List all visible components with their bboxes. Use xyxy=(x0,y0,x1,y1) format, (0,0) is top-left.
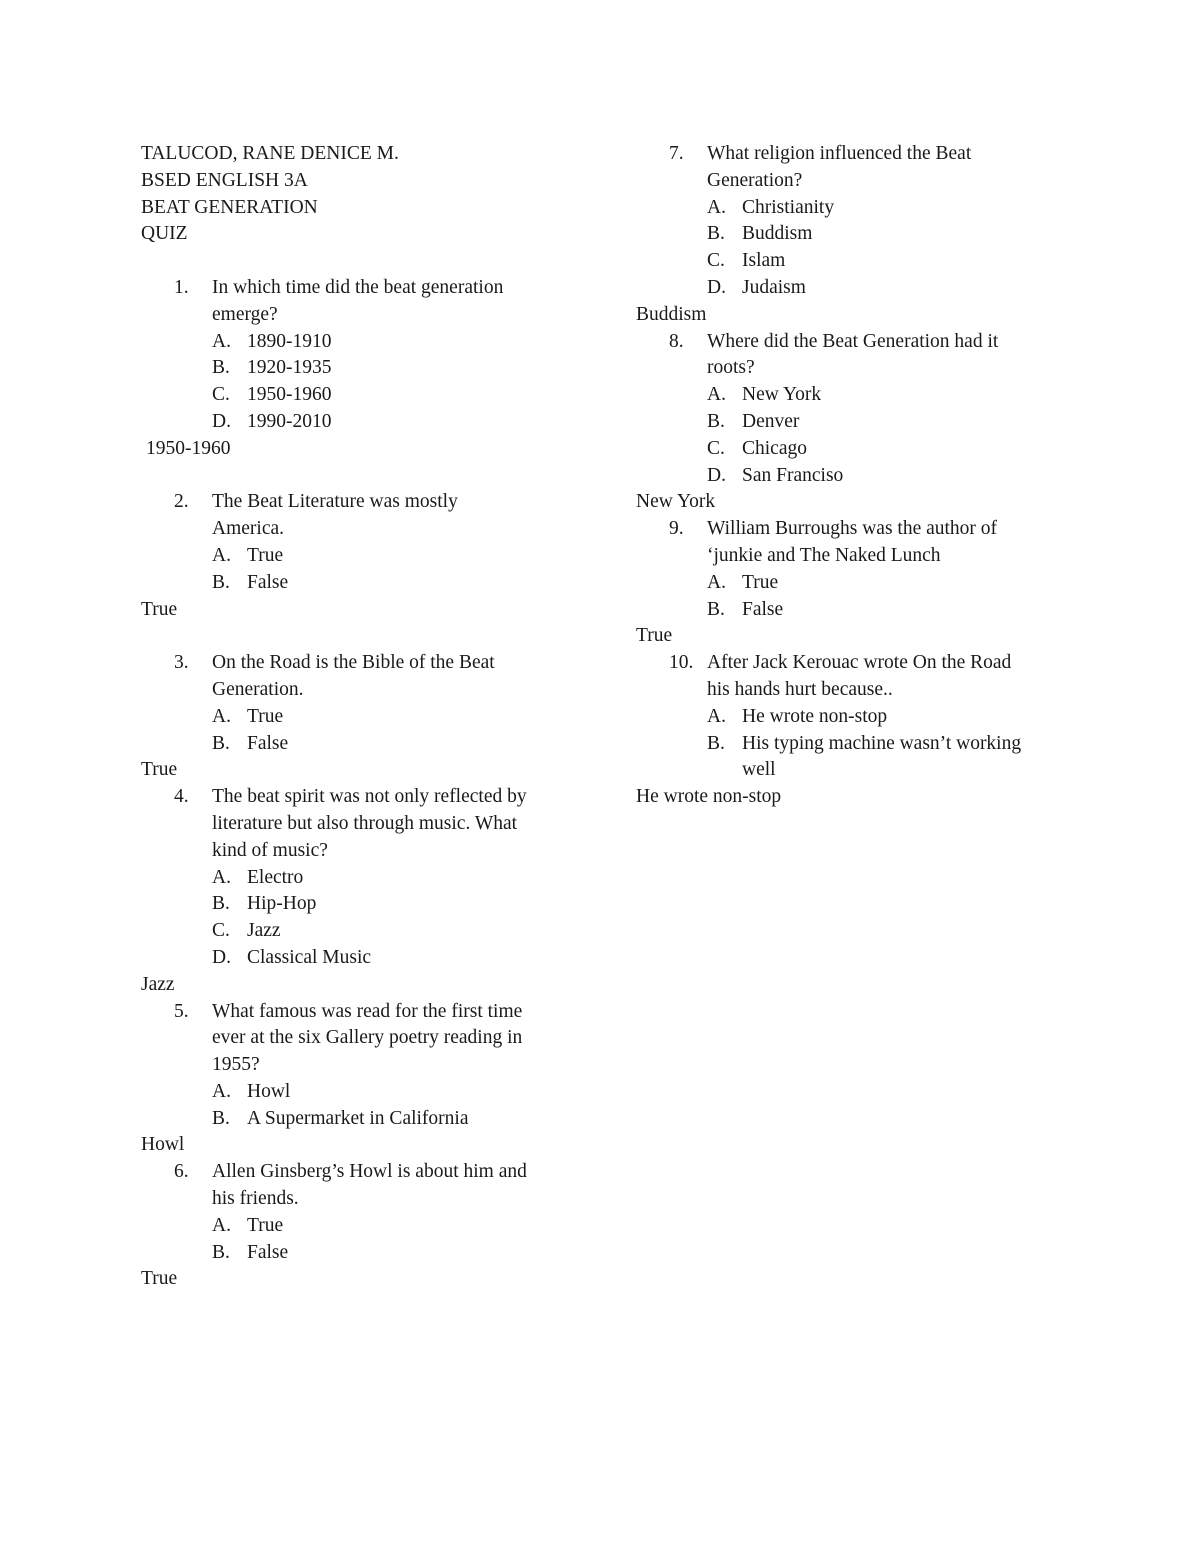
option xyxy=(636,221,1076,248)
question-6 xyxy=(141,1159,581,1213)
option-text: Buddism xyxy=(742,223,813,245)
option-letter: B. xyxy=(212,1241,230,1263)
option-letter: B. xyxy=(212,1107,230,1129)
question-text-line: Generation? xyxy=(707,169,803,191)
option-letter: B. xyxy=(707,223,725,245)
quiz-label: QUIZ xyxy=(141,223,188,245)
answer: Buddism xyxy=(636,303,707,325)
quiz-topic: BEAT GENERATION xyxy=(141,196,318,218)
student-name: TALUCOD, RANE DENICE M. xyxy=(141,143,399,164)
option-text: 1950-1960 xyxy=(247,384,332,406)
option xyxy=(141,570,581,597)
option xyxy=(636,436,1076,463)
spacer xyxy=(141,248,581,275)
question-number: 9. xyxy=(669,518,684,540)
option-letter: D. xyxy=(212,410,231,432)
question-5 xyxy=(141,999,581,1079)
option-letter: A. xyxy=(707,705,726,727)
option xyxy=(141,918,581,945)
option xyxy=(141,945,581,972)
option xyxy=(636,409,1076,436)
answer: He wrote non-stop xyxy=(636,786,782,808)
question-text-line: William Burroughs was the author of xyxy=(707,518,998,540)
option-text: 1990-2010 xyxy=(247,410,332,432)
option xyxy=(141,704,581,731)
option-text: 1920-1935 xyxy=(247,357,332,379)
answer: Howl xyxy=(141,1134,185,1156)
option-text: San Franciso xyxy=(742,464,844,486)
option-text: He wrote non-stop xyxy=(742,705,888,727)
option xyxy=(141,891,581,918)
option xyxy=(141,382,581,409)
option xyxy=(636,382,1076,409)
option-text: His typing machine wasn’t working xyxy=(742,732,1022,754)
option-text: False xyxy=(247,1241,289,1263)
question-text-line: The Beat Literature was mostly xyxy=(212,491,458,513)
option xyxy=(141,865,581,892)
answer: 1950-1960 xyxy=(146,437,231,459)
answer: True xyxy=(141,598,178,620)
question-text-line: roots? xyxy=(707,357,755,379)
option xyxy=(141,1240,581,1267)
option-letter: B. xyxy=(212,357,230,379)
option-text: Electro xyxy=(247,866,304,888)
option-letter: A. xyxy=(212,330,231,352)
option-letter: B. xyxy=(707,410,725,432)
option-text: True xyxy=(247,544,284,566)
spacer xyxy=(141,623,581,650)
option-letter: A. xyxy=(212,1080,231,1102)
option xyxy=(636,195,1076,222)
option xyxy=(141,1079,581,1106)
option-letter: C. xyxy=(707,250,725,272)
option-text: Chicago xyxy=(742,437,807,459)
question-number: 6. xyxy=(174,1161,189,1183)
left-column xyxy=(141,141,581,1293)
question-number: 1. xyxy=(174,276,189,298)
option-text: 1890-1910 xyxy=(247,330,332,352)
option-text: New York xyxy=(742,384,822,406)
option-letter: B. xyxy=(212,571,230,593)
question-1 xyxy=(141,275,581,329)
question-text-line: In which time did the beat generation xyxy=(212,276,504,298)
right-column xyxy=(636,141,1076,811)
option-text: Denver xyxy=(742,410,800,432)
option xyxy=(636,731,1076,785)
option-letter: B. xyxy=(707,732,725,754)
option xyxy=(141,543,581,570)
option-text: True xyxy=(742,571,779,593)
option xyxy=(141,355,581,382)
option-letter: A. xyxy=(707,571,726,593)
question-3 xyxy=(141,650,581,704)
option-text: True xyxy=(247,705,284,727)
option-letter: B. xyxy=(212,893,230,915)
question-text-line: ‘junkie and The Naked Lunch xyxy=(707,544,941,566)
question-8 xyxy=(636,329,1076,383)
option xyxy=(636,463,1076,490)
question-text-line: After Jack Kerouac wrote On the Road xyxy=(707,652,1012,674)
course-section: BSED ENGLISH 3A xyxy=(141,169,308,191)
question-text-line: On the Road is the Bible of the Beat xyxy=(212,652,495,674)
question-10 xyxy=(636,650,1076,704)
answer: New York xyxy=(636,491,716,513)
option-text: Judaism xyxy=(742,276,806,298)
option xyxy=(141,731,581,758)
question-text-line: What famous was read for the first time xyxy=(212,1000,523,1022)
question-number: 2. xyxy=(174,491,189,513)
answer: Jazz xyxy=(141,973,175,995)
question-text-line: The beat spirit was not only reflected by xyxy=(212,786,527,808)
option-letter: A. xyxy=(212,705,231,727)
question-number: 10. xyxy=(669,652,694,674)
option-letter: A. xyxy=(212,866,231,888)
question-4 xyxy=(141,784,581,864)
option-letter: C. xyxy=(212,384,230,406)
question-text-line: 1955? xyxy=(212,1054,260,1076)
option-letter: D. xyxy=(707,276,726,298)
option-text: True xyxy=(247,1214,284,1236)
option-letter: D. xyxy=(212,946,231,968)
option xyxy=(141,1213,581,1240)
option-text: False xyxy=(247,571,289,593)
option-text: Classical Music xyxy=(247,946,372,968)
option xyxy=(141,329,581,356)
option-text-continued: well xyxy=(742,759,776,781)
question-text-line: Where did the Beat Generation had it xyxy=(707,330,999,352)
option xyxy=(636,597,1076,624)
question-text-line: literature but also through music. What xyxy=(212,812,518,834)
option-text: Jazz xyxy=(247,920,281,942)
question-9 xyxy=(636,516,1076,570)
option-letter: A. xyxy=(212,1214,231,1236)
question-text-line: kind of music? xyxy=(212,839,328,861)
option xyxy=(636,570,1076,597)
question-number: 8. xyxy=(669,330,684,352)
option-letter: C. xyxy=(707,437,725,459)
option xyxy=(141,1106,581,1133)
option-letter: A. xyxy=(707,384,726,406)
question-number: 7. xyxy=(669,143,684,164)
question-text-line: What religion influenced the Beat xyxy=(707,143,972,164)
option-text: Islam xyxy=(742,250,786,272)
spacer xyxy=(141,463,581,490)
option-text: Hip-Hop xyxy=(247,893,317,915)
answer: True xyxy=(636,625,673,647)
option-text: A Supermarket in California xyxy=(247,1107,469,1129)
option-text: Christianity xyxy=(742,196,835,218)
option-text: False xyxy=(742,598,784,620)
question-2 xyxy=(141,489,581,543)
option xyxy=(636,248,1076,275)
question-text-line: his friends. xyxy=(212,1188,299,1210)
question-7 xyxy=(636,141,1076,195)
question-number: 3. xyxy=(174,652,189,674)
question-text-line: America. xyxy=(212,518,285,540)
question-text-line: emerge? xyxy=(212,303,278,325)
option xyxy=(141,409,581,436)
answer: True xyxy=(141,759,178,781)
option-text: False xyxy=(247,732,289,754)
option-letter: B. xyxy=(707,598,725,620)
answer: True xyxy=(141,1268,178,1290)
option-letter: B. xyxy=(212,732,230,754)
question-text-line: ever at the six Gallery poetry reading in xyxy=(212,1027,523,1049)
option-letter: D. xyxy=(707,464,726,486)
option-letter: C. xyxy=(212,920,230,942)
question-number: 5. xyxy=(174,1000,189,1022)
question-text-line: Generation. xyxy=(212,678,304,700)
option-letter: A. xyxy=(707,196,726,218)
question-text-line: his hands hurt because.. xyxy=(707,678,893,700)
option-letter: A. xyxy=(212,544,231,566)
option xyxy=(636,275,1076,302)
question-number: 4. xyxy=(174,786,189,808)
question-text-line: Allen Ginsberg’s Howl is about him and xyxy=(212,1161,527,1183)
option xyxy=(636,704,1076,731)
option-text: Howl xyxy=(247,1080,291,1102)
